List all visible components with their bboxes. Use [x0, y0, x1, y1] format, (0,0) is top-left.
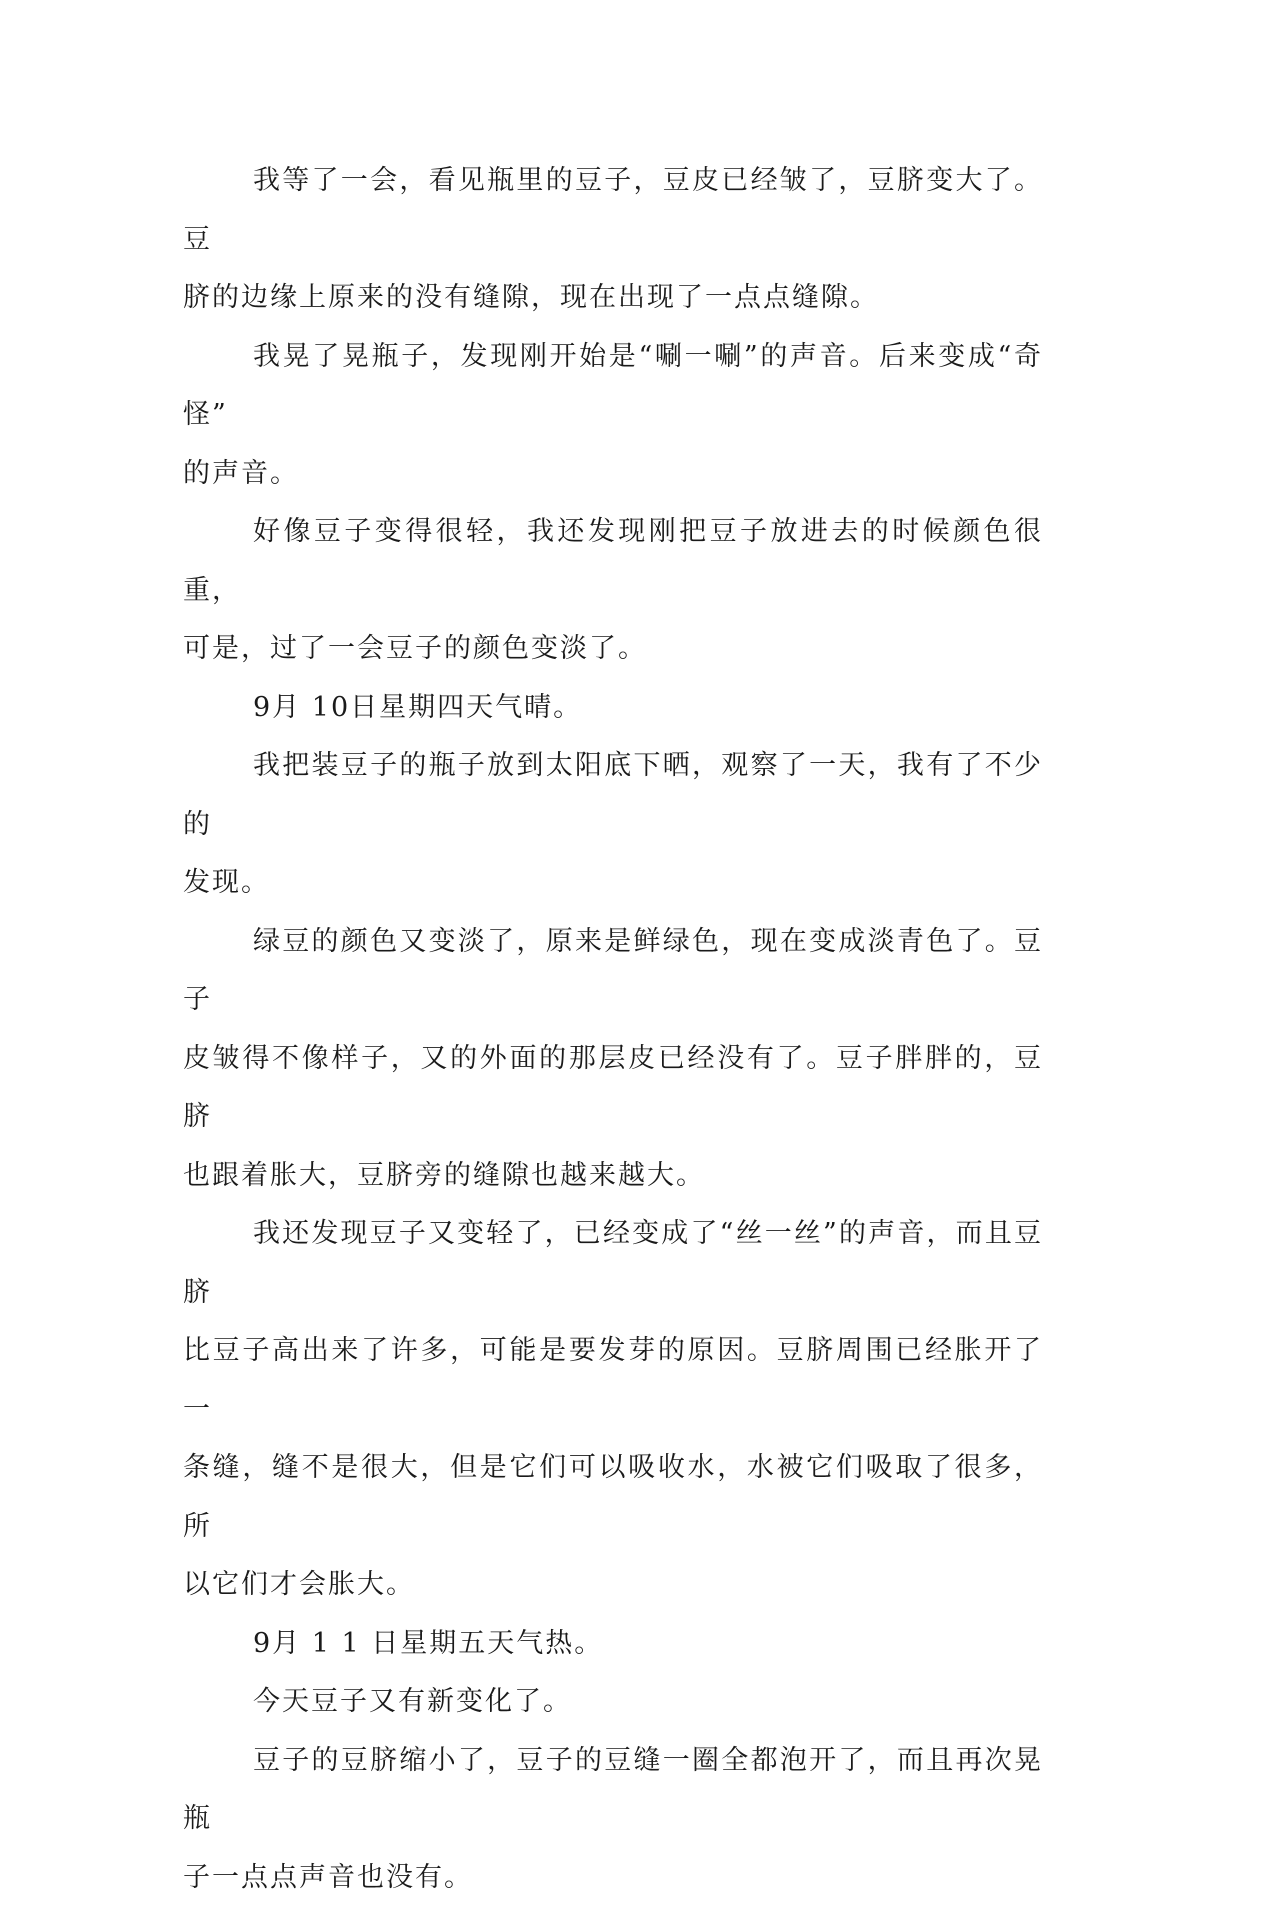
date-heading: 9月 1 1 日星期五天气热。: [183, 1615, 1043, 1674]
paragraph: 我晃了晃瓶子，发现刚开始是“唰一唰”的声音。后来变成“奇怪” 的声音。: [183, 328, 1043, 504]
document-body: [183, 152, 1043, 1907]
paragraph: 豆子的豆脐缩小了，豆子的豆缝一圈全都泡开了，而且再次晃瓶 子一点点声音也没有。: [183, 1732, 1043, 1907]
paragraph: 我把装豆子的瓶子放到太阳底下晒，观察了一天，我有了不少的 发现。: [183, 737, 1043, 913]
paragraph: 我还发现豆子又变轻了，已经变成了“丝一丝”的声音，而且豆脐 比豆子高出来了许多，可能是要发芽的原因。豆脐周围已经胀开了一 条缝，缝不是很大，但是它们可以吸收水，水被它们吸取了很多，所 以它们才会胀大。: [183, 1205, 1043, 1615]
paragraph: 好像豆子变得很轻，我还发现刚把豆子放进去的时候颜色很重， 可是，过了一会豆子的颜色变淡了。: [183, 503, 1043, 679]
paragraph: 绿豆的颜色又变淡了，原来是鲜绿色，现在变成淡青色了。豆子 皮皱得不像样子，又的外面的那层皮已经没有了。豆子胖胖的，豆脐 也跟着胀大，豆脐旁的缝隙也越来越大。: [183, 913, 1043, 1206]
date-heading: 9月 10日星期四天气晴。: [183, 679, 1043, 738]
paragraph: 我等了一会，看见瓶里的豆子，豆皮已经皱了，豆脐变大了。豆 脐的边缘上原来的没有缝隙，现在出现了一点点缝隙。: [183, 152, 1043, 328]
paragraph: 今天豆子又有新变化了。: [183, 1673, 1043, 1732]
